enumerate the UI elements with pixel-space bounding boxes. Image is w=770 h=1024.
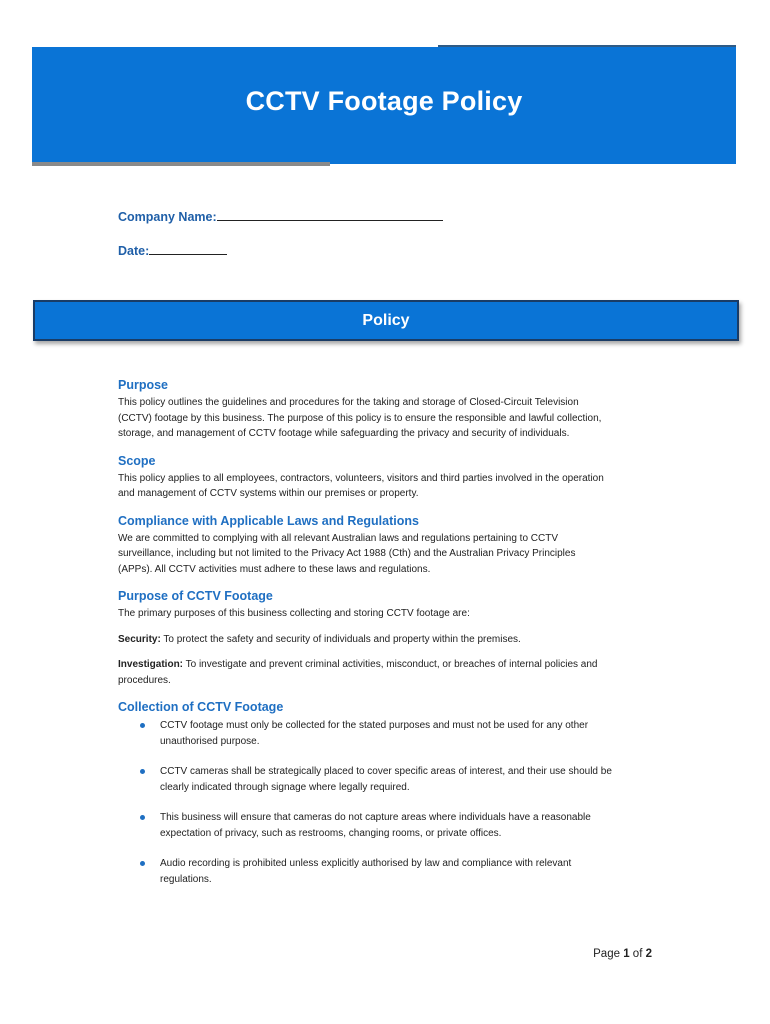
list-item-line: CCTV cameras shall be strategically placed to cover specific areas of interest, and their use should be [160, 766, 612, 777]
list-item-line: CCTV footage must only be collected for the stated purposes and must not be used for any other [160, 720, 589, 731]
date-label: Date: [118, 244, 150, 258]
compliance-line: We are committed to complying with all relevant Australian laws and regulations pertaining to CCTV [118, 532, 559, 544]
scope-line: and management of CCTV systems within our premises or property. [118, 488, 419, 499]
list-item-line: Audio recording is prohibited unless explicitly authorised by law and compliance with relevant [160, 858, 572, 869]
bullet-dot-icon [140, 723, 145, 728]
date-blank[interactable] [149, 242, 227, 255]
footage-purpose-intro: The primary purposes of this business collecting and storing CCTV footage are: [118, 608, 470, 619]
collection-bullet-list [118, 718, 663, 887]
bullet-dot-icon [140, 815, 145, 820]
list-item-line: regulations. [160, 873, 212, 885]
total-pages: 2 [645, 948, 652, 960]
security-item [118, 632, 663, 648]
purpose-line: (CCTV) footage by this business. The purpose of this policy is to ensure the responsible and lawful collection, [118, 412, 602, 424]
current-page: 1 [623, 948, 630, 960]
list-item-line: unauthorised purpose. [160, 735, 260, 747]
purpose-line: This policy outlines the guidelines and procedures for the taking and storage of Closed-Circuit Television [118, 397, 579, 408]
purpose-heading: Purpose [118, 378, 169, 392]
company-name-blank[interactable] [217, 208, 443, 221]
compliance-heading: Compliance with Applicable Laws and Regulations [118, 513, 419, 528]
footage-purpose-section [118, 589, 663, 688]
banner-bottom-accent [32, 162, 330, 166]
purpose-section [118, 378, 663, 442]
company-name-field [118, 208, 443, 224]
investigation-text: To investigate and prevent criminal activities, misconduct, or breaches of internal policies and [183, 659, 598, 670]
bullet-dot-icon [140, 769, 145, 774]
investigation-item [118, 657, 663, 673]
security-label: Security: [118, 633, 161, 645]
date-field [118, 242, 227, 258]
list-item-line: This business will ensure that cameras do not capture areas where individuals have a reasonable [160, 812, 591, 823]
scope-section [118, 454, 663, 502]
bullet-dot-icon [140, 861, 145, 866]
list-item [118, 856, 663, 887]
scope-heading: Scope [118, 453, 156, 468]
collection-section [118, 700, 663, 887]
page-number [593, 948, 652, 960]
page-title: CCTV Footage Policy [245, 86, 523, 116]
security-text: To protect the safety and security of individuals and property within the premises. [160, 633, 521, 645]
policy-content [118, 378, 663, 902]
collection-heading: Collection of CCTV Footage [118, 700, 284, 714]
compliance-line: (APPs). All CCTV activities must adhere to these laws and regulations. [118, 563, 431, 575]
purpose-line: storage, and management of CCTV footage while safeguarding the privacy and security of individuals. [118, 428, 570, 439]
list-item-line: clearly indicated through signage where legally required. [160, 781, 410, 793]
investigation-label: Investigation: [118, 659, 184, 670]
list-item [118, 764, 663, 795]
footage-purpose-heading: Purpose of CCTV Footage [118, 589, 273, 603]
of-word: of [632, 948, 643, 960]
list-item [118, 810, 663, 841]
investigation-continuation: procedures. [118, 674, 171, 686]
policy-section-bar: Policy [33, 300, 739, 341]
compliance-section [118, 514, 663, 578]
compliance-line: surveillance, including but not limited to the Privacy Act 1988 (Cth) and the Australian Privacy Principles [118, 548, 576, 559]
page-word: Page [593, 948, 620, 960]
scope-line: This policy applies to all employees, contractors, volunteers, visitors and third parties involved in the operation [118, 472, 604, 484]
company-name-label: Company Name: [118, 210, 217, 224]
list-item [118, 718, 663, 749]
list-item-line: expectation of privacy, such as restrooms, changing rooms, or private offices. [160, 827, 502, 839]
